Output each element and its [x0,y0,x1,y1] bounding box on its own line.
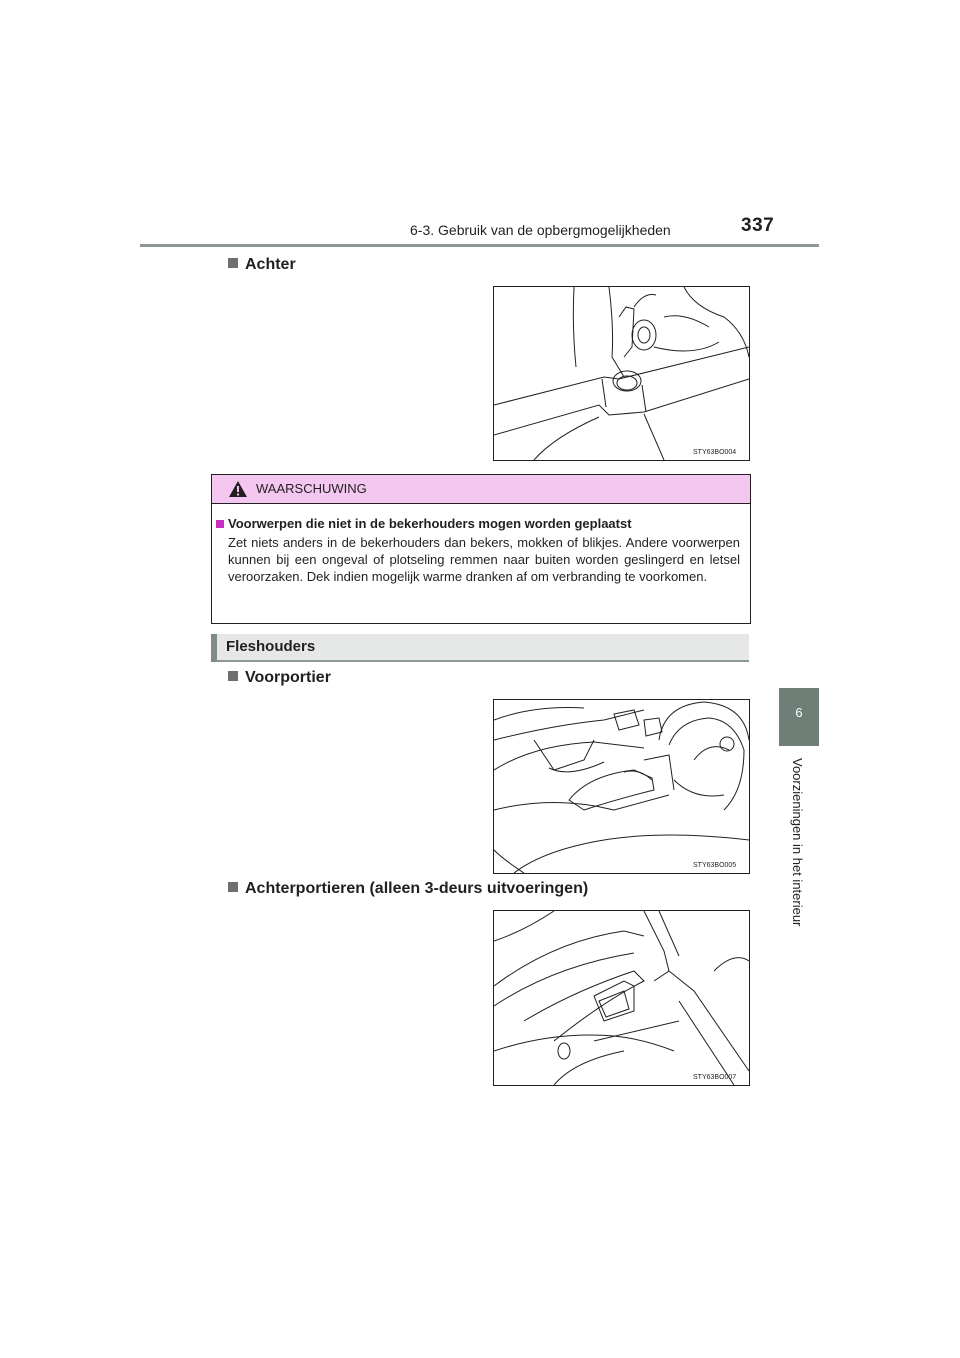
subheading-rear-doors [228,880,588,898]
subheading-front-door-label: Voorportier [245,669,331,686]
warning-header [212,475,750,504]
warning-box [211,474,751,624]
chapter-tab [779,688,819,746]
figure-code: STY63BO007 [693,1074,737,1081]
rear-cupholder-illustration [494,287,749,460]
chapter-title-vertical [787,758,811,958]
subheading-rear [228,256,296,274]
subheading-rear-doors-label: Achterportieren (alleen 3-deurs uitvoeringen) [245,880,589,897]
front-door-illustration [494,700,749,873]
warning-item-heading [216,516,632,531]
warning-triangle-icon [228,480,248,498]
section-accent [211,634,217,662]
square-bullet-icon [216,520,224,528]
chapter-number: 6 [795,705,803,720]
header-divider [140,244,819,247]
square-bullet-icon [228,258,238,268]
figure-code: STY63BO005 [693,862,737,869]
page-number: 337 [741,215,775,236]
subheading-rear-label: Achter [245,256,296,273]
square-bullet-icon [228,882,238,892]
chapter-title: Voorzieningen in het interieur [790,758,805,927]
square-bullet-icon [228,671,238,681]
figure-rear-cupholder [493,286,750,461]
warning-item-heading-label: Voorwerpen die niet in de bekerhouders mogen worden geplaatst [228,516,632,531]
figure-code: STY63BO004 [693,449,737,456]
warning-body: Zet niets anders in de bekerhouders dan bekers, mokken of blikjes. Andere voorwerpen kunnen bij een ongeval of plotseling remmen naar buiten worden geslingerd en letsel veroorzaken. Dek indien mogelijk warme dranken af om verbranding te voorkomen. [228,535,740,584]
figure-front-door-bottleholder [493,699,750,874]
warning-title: WAARSCHUWING [256,481,367,496]
section-title: Fleshouders [226,638,316,655]
running-header-section: 6-3. Gebruik van de opbergmogelijkheden [410,222,671,238]
section-title-bar [211,634,749,662]
rear-door-illustration [494,911,749,1085]
subheading-front-door [228,669,331,687]
figure-rear-door-bottleholder [493,910,750,1086]
